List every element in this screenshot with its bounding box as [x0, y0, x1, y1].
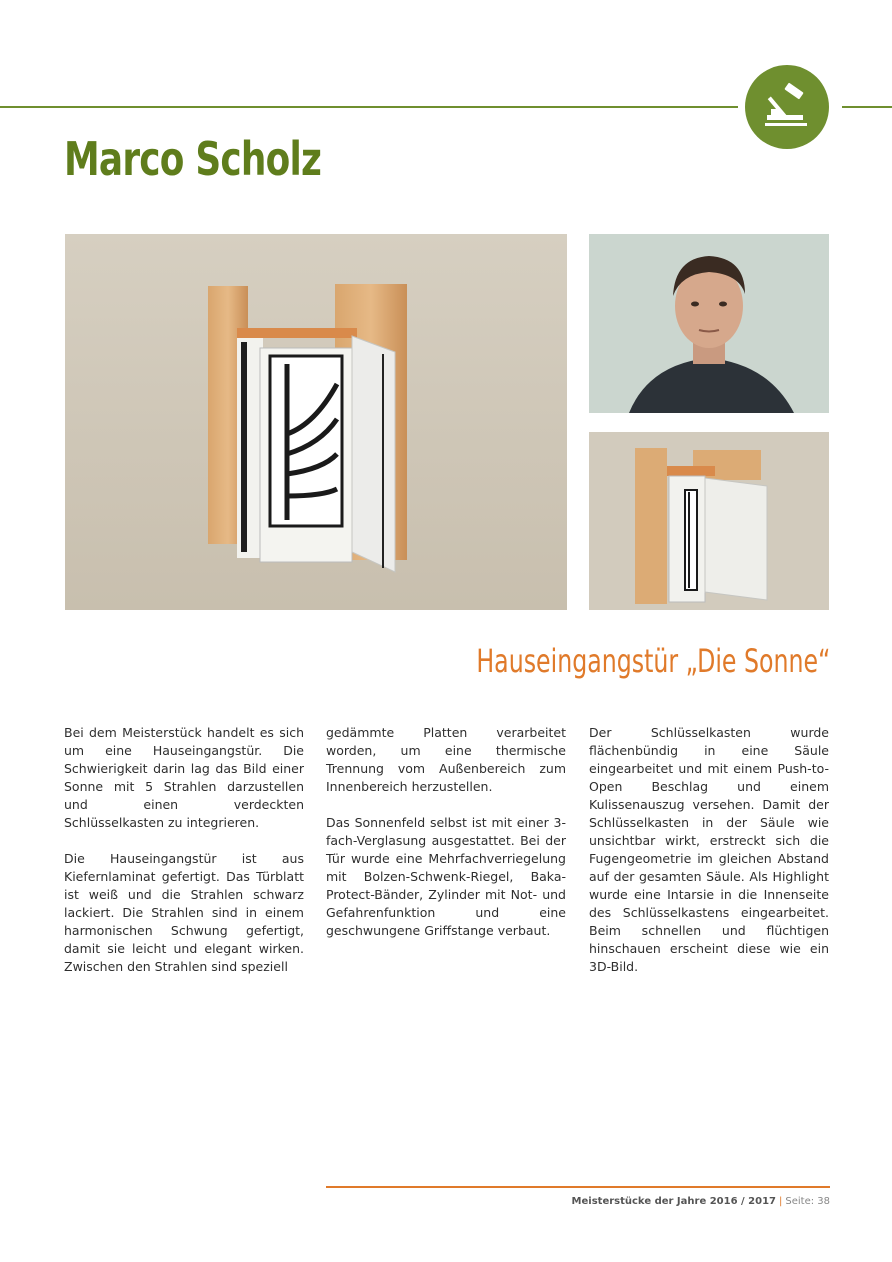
- footer-rule: [326, 1186, 830, 1188]
- article-subtitle: Hauseingangstür „Die Sonne“: [476, 642, 830, 680]
- page-footer: [572, 1196, 830, 1207]
- text-column-2: [326, 724, 566, 958]
- author-name: Marco Scholz: [64, 132, 322, 186]
- header-rule-left: [0, 106, 738, 108]
- publication-title: Meisterstücke der Jahre 2016 / 2017: [571, 1196, 776, 1207]
- paragraph: Der Schlüsselkasten wurde flächenbündig in eine Säule eingearbeitet und mit einem Push-to-Open Beschlag und einem Kulissenauszug versehen. Damit der Schlüsselkasten in der Säule wie unsichtbar wirkt, erstreckt sich die Fugengeometrie im gleichen Abstand auf der gesamten Säule. Als Highlight wurde eine Intarsie in die Innenseite des Schlüsselkastens eingearbeitet. Beim schnellen und flüchtigen hinschauen erscheint diese wie ein 3D-Bild.: [589, 725, 829, 974]
- paragraph: Die Hauseingangstür ist aus Kiefernlaminat gefertigt. Das Türblatt ist weiß und die Strahlen schwarz lackiert. Die Strahlen sind in einem harmonischen Schwung gefertigt, damit sie leicht und elegant wirken. Zwischen den Strahlen sind speziell: [64, 851, 304, 974]
- page-number: Seite: 38: [785, 1196, 830, 1207]
- side-view-photo: [589, 432, 829, 610]
- portrait-photo: [589, 234, 829, 413]
- carpentry-tools-icon: [745, 65, 829, 149]
- paragraph: Bei dem Meisterstück handelt es sich um eine Hauseingangstür. Die Schwierigkeit darin lag das Bild einer Sonne mit 5 Strahlen darzustellen und einen verdeckten Schlüsselkasten zu integrieren.: [64, 725, 304, 830]
- paragraph: gedämmte Platten verarbeitet worden, um eine thermische Trennung vom Außenbereich zum Innenbereich herzustellen.: [326, 725, 566, 794]
- paragraph: Das Sonnenfeld selbst ist mit einer 3-fach-Verglasung ausgestattet. Bei der Tür wurde eine Mehrfachverriegelung mit Bolzen-Schwenk-Riegel, Baka-Protect-Bänder, Zylinder mit Not- und Gefahrenfunktion und eine geschwungene Griffstange verbaut.: [326, 815, 566, 938]
- footer-separator: |: [779, 1196, 783, 1207]
- main-photo: [65, 234, 567, 610]
- text-column-3: [589, 724, 829, 994]
- text-column-1: [64, 724, 304, 994]
- header-rule-right: [842, 106, 892, 108]
